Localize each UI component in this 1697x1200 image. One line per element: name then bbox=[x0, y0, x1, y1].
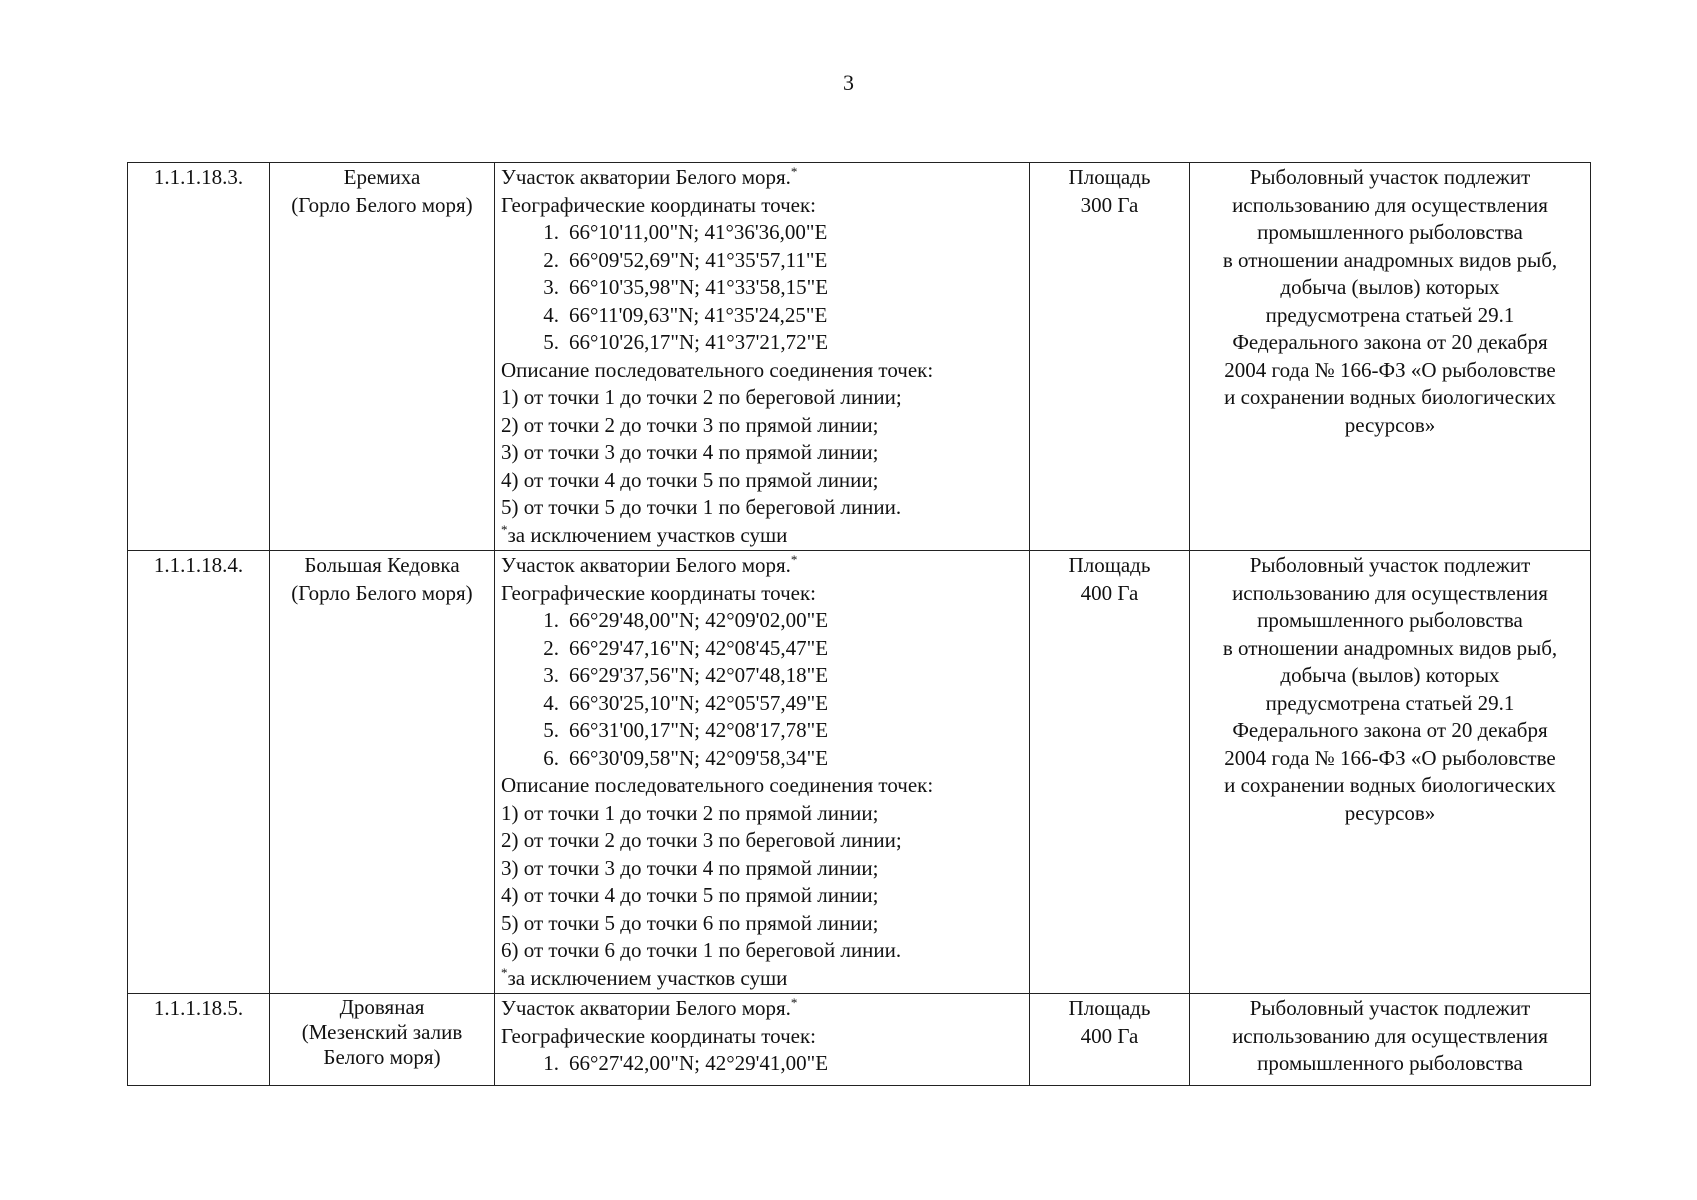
area-name-line: (Мезенский залив bbox=[301, 1020, 463, 1044]
connection-line: 5) от точки 5 до точки 6 по прямой линии; bbox=[501, 910, 879, 935]
area-label: Площадь bbox=[1068, 165, 1151, 189]
note-line: добыча (вылов) которых bbox=[1280, 663, 1500, 687]
row-number: 1.1.1.18.3. bbox=[128, 163, 270, 551]
note-line: ресурсов» bbox=[1344, 412, 1436, 437]
table-row bbox=[128, 994, 1591, 1086]
note-line: Рыболовный участок подлежит bbox=[1249, 165, 1531, 189]
note-line: предусмотрена статьей 29.1 bbox=[1265, 690, 1515, 715]
area-name-line: (Горло Белого моря) bbox=[291, 580, 473, 605]
area-name-line: (Горло Белого моря) bbox=[291, 192, 473, 217]
connection-line: 4) от точки 4 до точки 5 по прямой линии; bbox=[501, 467, 879, 492]
note-line: использованию для осуществления bbox=[1232, 192, 1548, 217]
note-line: использованию для осуществления bbox=[1232, 1023, 1548, 1048]
connection-line: 6) от точки 6 до точки 1 по береговой линии. bbox=[501, 938, 902, 962]
usage-note bbox=[1190, 551, 1591, 994]
coordinate-point: 2. 66°29'47,16"N; 42°08'45,47"E bbox=[543, 635, 829, 660]
coordinate-point: 6. 66°30'09,58"N; 42°09'58,34"E bbox=[543, 745, 829, 770]
area-name bbox=[270, 994, 495, 1086]
coordinate-point: 3. 66°10'35,98"N; 41°33'58,15"E bbox=[543, 275, 829, 299]
coords-title: Географические координаты точек: bbox=[501, 192, 816, 217]
area-description bbox=[495, 994, 1030, 1086]
coordinate-point: 5. 66°10'26,17"N; 41°37'21,72"E bbox=[543, 330, 829, 354]
note-line: и сохранении водных биологических bbox=[1224, 773, 1556, 797]
coordinate-point: 3. 66°29'37,56"N; 42°07'48,18"E bbox=[543, 663, 829, 687]
area-name bbox=[270, 163, 495, 551]
area-name-line: Дровяная bbox=[339, 995, 425, 1019]
connection-line: 2) от точки 2 до точки 3 по прямой линии; bbox=[501, 412, 879, 437]
coordinate-point: 4. 66°30'25,10"N; 42°05'57,49"E bbox=[543, 690, 829, 715]
area-value: 400 Га bbox=[1080, 1023, 1139, 1048]
connection-line: 3) от точки 3 до точки 4 по прямой линии; bbox=[501, 855, 879, 880]
note-line: 2004 года № 166-ФЗ «О рыболовстве bbox=[1224, 745, 1556, 770]
water-area-line: Участок акватории Белого моря.* bbox=[501, 995, 798, 1020]
footnote: *за исключением участков суши bbox=[501, 964, 788, 990]
note-line: в отношении анадромных видов рыб, bbox=[1222, 635, 1558, 660]
row-number: 1.1.1.18.4. bbox=[128, 551, 270, 994]
note-line: Федерального закона от 20 декабря bbox=[1232, 718, 1548, 742]
note-line: промышленного рыболовства bbox=[1257, 1051, 1523, 1075]
coords-title: Географические координаты точек: bbox=[501, 1023, 816, 1048]
note-line: промышленного рыболовства bbox=[1257, 220, 1523, 244]
area-description bbox=[495, 551, 1030, 994]
note-line: Федерального закона от 20 декабря bbox=[1232, 330, 1548, 354]
coordinate-point: 4. 66°11'09,63"N; 41°35'24,25"E bbox=[543, 302, 828, 327]
area-size bbox=[1030, 163, 1190, 551]
fishing-areas-table bbox=[127, 162, 1591, 1086]
coords-title: Географические координаты точек: bbox=[501, 580, 816, 605]
usage-note bbox=[1190, 163, 1591, 551]
note-line: в отношении анадромных видов рыб, bbox=[1222, 247, 1558, 272]
coordinate-point: 1. 66°27'42,00"N; 42°29'41,00"E bbox=[543, 1051, 829, 1075]
coordinate-point: 1. 66°10'11,00"N; 41°36'36,00"E bbox=[543, 220, 828, 244]
note-line: Рыболовный участок подлежит bbox=[1249, 553, 1531, 577]
water-area-line: Участок акватории Белого моря.* bbox=[501, 552, 798, 577]
note-line: добыча (вылов) которых bbox=[1280, 275, 1500, 299]
area-name-line: Белого моря) bbox=[323, 1045, 441, 1069]
note-line: предусмотрена статьей 29.1 bbox=[1265, 302, 1515, 327]
connection-line: 5) от точки 5 до точки 1 по береговой линии. bbox=[501, 495, 902, 519]
page-number: 3 bbox=[843, 70, 854, 95]
note-line: Рыболовный участок подлежит bbox=[1249, 996, 1531, 1020]
footnote: *за исключением участков суши bbox=[501, 521, 788, 547]
area-value: 400 Га bbox=[1080, 580, 1139, 605]
area-name bbox=[270, 551, 495, 994]
area-name-line: Еремиха bbox=[343, 165, 421, 189]
table-row bbox=[128, 163, 1591, 551]
row-number: 1.1.1.18.5. bbox=[128, 994, 270, 1086]
connection-line: 2) от точки 2 до точки 3 по береговой линии; bbox=[501, 828, 902, 852]
coordinate-point: 1. 66°29'48,00"N; 42°09'02,00"E bbox=[543, 608, 829, 632]
connection-line: 4) от точки 4 до точки 5 по прямой линии; bbox=[501, 883, 879, 907]
water-area-line: Участок акватории Белого моря.* bbox=[501, 164, 798, 189]
area-value: 300 Га bbox=[1080, 192, 1139, 217]
note-line: и сохранении водных биологических bbox=[1224, 385, 1556, 409]
area-size bbox=[1030, 994, 1190, 1086]
connection-line: 1) от точки 1 до точки 2 по береговой линии; bbox=[501, 385, 902, 409]
note-line: использованию для осуществления bbox=[1232, 580, 1548, 605]
connection-line: 3) от точки 3 до точки 4 по прямой линии; bbox=[501, 440, 879, 464]
note-line: 2004 года № 166-ФЗ «О рыболовстве bbox=[1224, 357, 1556, 382]
area-description bbox=[495, 163, 1030, 551]
table-row bbox=[128, 551, 1591, 994]
area-name-line: Большая Кедовка bbox=[304, 553, 460, 577]
connection-line: 1) от точки 1 до точки 2 по прямой линии; bbox=[501, 800, 879, 825]
area-label: Площадь bbox=[1068, 553, 1151, 577]
usage-note bbox=[1190, 994, 1591, 1086]
note-line: промышленного рыболовства bbox=[1257, 608, 1523, 632]
coordinate-point: 2. 66°09'52,69"N; 41°35'57,11"E bbox=[543, 247, 828, 272]
note-line: ресурсов» bbox=[1344, 800, 1436, 825]
connection-title: Описание последовательного соединения точек: bbox=[501, 357, 934, 382]
coordinate-point: 5. 66°31'00,17"N; 42°08'17,78"E bbox=[543, 718, 829, 742]
area-label: Площадь bbox=[1068, 996, 1151, 1020]
connection-title: Описание последовательного соединения точек: bbox=[501, 773, 934, 797]
area-size bbox=[1030, 551, 1190, 994]
